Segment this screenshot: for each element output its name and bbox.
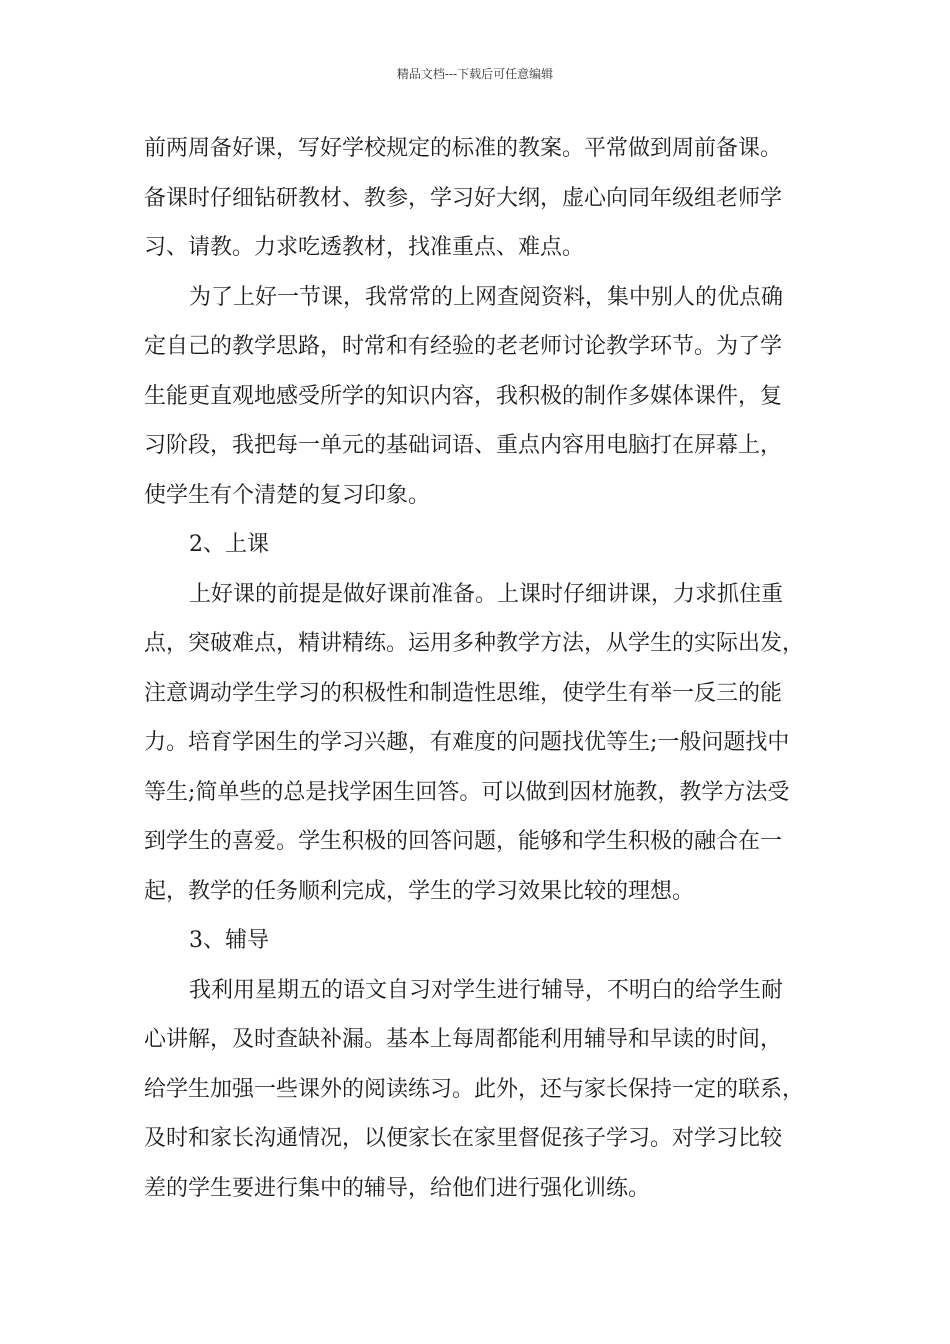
section-heading: 2、上课 <box>189 532 269 557</box>
paragraph-start-line: 为了上好一节课，我常常的上网查阅资料，集中别人的优点确 <box>189 284 784 310</box>
text-line: 给学生加强一些课外的阅读练习。此外，还与家长保持一定的联系， <box>144 1076 805 1102</box>
paragraph-start-line: 上好课的前提是做好课前准备。上课时仔细讲课，力求抓住重 <box>189 581 784 607</box>
text-line: 力。培育学困生的学习兴趣，有难度的问题找优等生;一般问题找中 <box>144 730 790 755</box>
text-line: 等生;简单些的总是找学困生回答。可以做到因材施教，教学方法受 <box>144 779 790 805</box>
document-body <box>144 124 816 1213</box>
text-line: 备课时仔细钻研教材、教参，学习好大纲，虚心向同年级组老师学 <box>144 185 783 211</box>
text-line: 差的学生要进行集中的辅导，给他们进行强化训练。 <box>144 1175 651 1201</box>
text-line: 起，教学的任务顺利完成，学生的学习效果比较的理想。 <box>144 878 695 904</box>
text-line: 习阶段，我把每一单元的基础词语、重点内容用电脑打在屏幕上， <box>144 433 783 458</box>
text-line: 习、请教。力求吃透教材，找准重点、难点。 <box>144 235 585 260</box>
text-line: 定自己的教学思路，时常和有经验的老老师讨论教学环节。为了学 <box>144 334 783 359</box>
text-line: 生能更直观地感受所学的知识内容，我积极的制作多媒体课件，复 <box>144 383 783 409</box>
text-line: 点，突破难点，精讲精练。运用多种教学方法，从学生的实际出发， <box>144 631 805 656</box>
page-header: 精品文档---下载后可任意编辑 <box>396 67 554 81</box>
paragraph-start-line: 我利用星期五的语文自习对学生进行辅导，不明白的给学生耐 <box>189 977 784 1003</box>
section-heading: 3、辅导 <box>189 928 269 953</box>
text-line: 及时和家长沟通情况，以便家长在家里督促孩子学习。对学习比较 <box>144 1126 783 1151</box>
text-line: 使学生有个清楚的复习印象。 <box>144 482 431 508</box>
text-line: 前两周备好课，写好学校规定的标准的教案。平常做到周前备课。 <box>144 136 783 161</box>
text-line: 心讲解，及时查缺补漏。基本上每周都能利用辅导和早读的时间， <box>144 1027 783 1052</box>
text-line: 注意调动学生学习的积极性和制造性思维，使学生有举一反三的能 <box>144 680 783 706</box>
text-line: 到学生的喜爱。学生积极的回答问题，能够和学生积极的融合在一 <box>144 829 783 854</box>
